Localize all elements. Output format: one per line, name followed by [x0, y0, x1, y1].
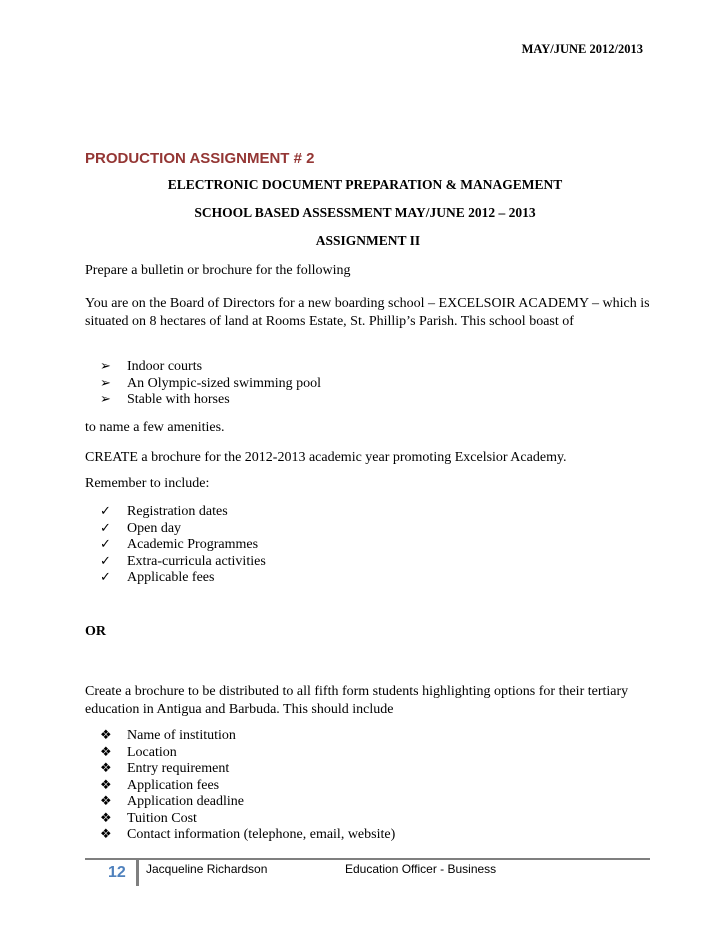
- list-item: ❖ Name of institution: [100, 728, 236, 743]
- intro-paragraph: Prepare a bulletin or brochure for the following: [85, 263, 351, 278]
- diamond-bullet-icon: ❖: [100, 728, 112, 743]
- list-item: ❖ Tuition Cost: [100, 810, 197, 826]
- diamond-bullet-icon: ❖: [100, 777, 112, 793]
- diamond-bullet-icon: ❖: [100, 794, 112, 809]
- list-item: ✓ Extra-curricula activities: [100, 553, 266, 569]
- arrow-bullet-icon: ➢: [100, 375, 111, 391]
- diamond-bullet-icon: ❖: [100, 810, 112, 826]
- check-bullet-icon: ✓: [100, 504, 111, 519]
- check-bullet-icon: ✓: [100, 553, 111, 569]
- check-bullet-icon: ✓: [100, 537, 111, 552]
- footer-role: Education Officer - Business: [345, 862, 497, 876]
- list-item: ❖ Location: [100, 744, 177, 760]
- option2-list: [100, 728, 395, 844]
- list-item: ✓ Open day: [100, 520, 182, 536]
- list-item: ❖ Application deadline: [100, 794, 245, 809]
- list-item: ➢ Indoor courts: [100, 359, 203, 374]
- section-heading: PRODUCTION ASSIGNMENT # 2: [85, 150, 315, 167]
- check-bullet-icon: ✓: [100, 570, 111, 585]
- list-item: ❖ Application fees: [100, 777, 220, 793]
- create-instruction: CREATE a brochure for the 2012-2013 academic year promoting Excelsior Academy.: [85, 450, 567, 465]
- diamond-bullet-icon: ❖: [100, 744, 112, 760]
- page-number: 12: [108, 864, 126, 881]
- diamond-bullet-icon: ❖: [100, 761, 112, 776]
- list-item: ➢ Stable with horses: [100, 392, 230, 407]
- list-item: ✓ Applicable fees: [100, 570, 215, 585]
- list-item: ❖ Entry requirement: [100, 761, 230, 776]
- or-label: OR: [85, 624, 106, 639]
- check-bullet-icon: ✓: [100, 520, 111, 536]
- arrow-bullet-icon: ➢: [100, 392, 111, 407]
- amenities-list: [100, 359, 321, 409]
- option2-paragraph: Create a brochure to be distributed to all fifth form students highlighting options for their tertiary education in Antigua and Barbuda. This should include: [85, 684, 629, 717]
- list-item: ➢ An Olympic-sized swimming pool: [100, 375, 322, 391]
- scenario-paragraph: You are on the Board of Directors for a new boarding school – EXCELSOIR ACADEMY – which is situated on 8 hectares of land at Rooms Estate, St. Phillip’s Parish. This school boast of: [85, 296, 650, 329]
- title-line-3: ASSIGNMENT II: [315, 233, 421, 248]
- header-date: MAY/JUNE 2012/2013: [521, 42, 643, 56]
- list-item: ✓ Academic Programmes: [100, 537, 259, 552]
- remember-label: Remember to include:: [85, 476, 210, 491]
- footer-separator: [136, 860, 139, 886]
- amenities-tail: to name a few amenities.: [85, 420, 225, 435]
- title-line-1: ELECTRONIC DOCUMENT PREPARATION & MANAGEMENT: [167, 177, 563, 192]
- title-line-2: SCHOOL BASED ASSESSMENT MAY/JUNE 2012 – 2013: [194, 205, 536, 220]
- include-list: [100, 504, 266, 587]
- list-item: ❖ Contact information (telephone, email, website): [100, 827, 396, 842]
- footer-author: Jacqueline Richardson: [146, 862, 268, 876]
- footer-divider: [85, 858, 650, 860]
- diamond-bullet-icon: ❖: [100, 827, 112, 842]
- arrow-bullet-icon: ➢: [100, 359, 111, 374]
- list-item: ✓ Registration dates: [100, 504, 228, 519]
